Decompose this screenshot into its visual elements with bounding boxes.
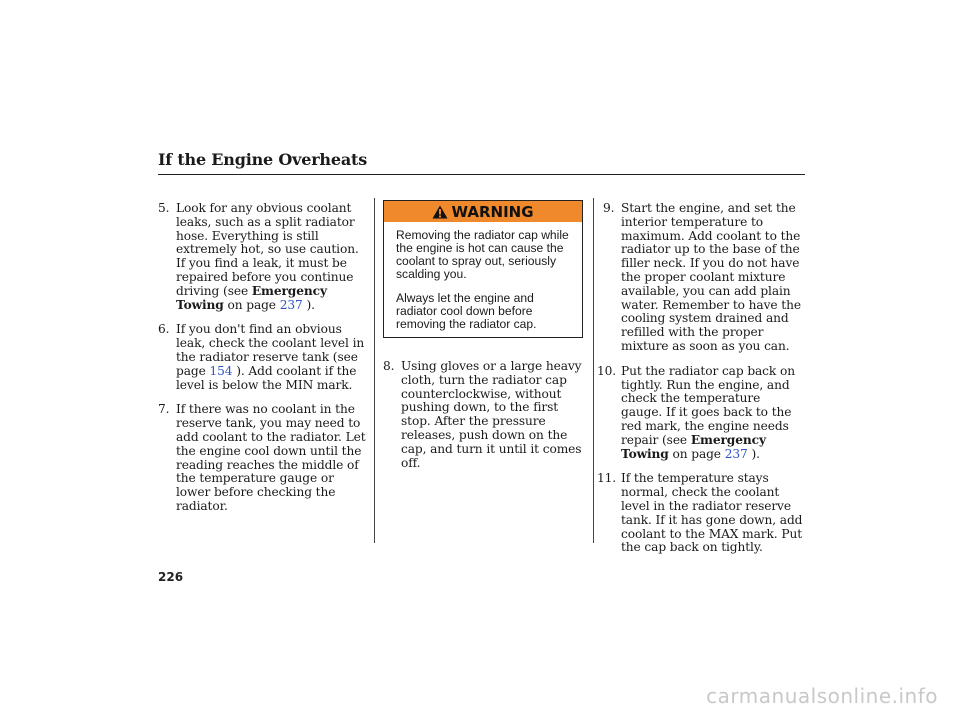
warning-header [384,201,582,222]
title-rule [158,174,805,175]
step-number: 8. [383,359,395,373]
column-divider-1 [374,198,375,543]
step-number: 10. [597,363,617,378]
column-right [597,201,805,566]
warning-paragraph-1: Removing the radiator cap while the engine is hot can cause the coolant to spray out, seriously scalding you. [396,228,569,281]
emergency-towing-ref[interactable]: Emergency Towing [621,432,766,461]
page-title: If the Engine Overheats [158,150,368,169]
step-5 [158,202,370,312]
step-text: Start the engine, and set the interior temperature to maximum. Add coolant to the radiator up to the base of the filler neck. If you do not have the proper coolant mixture available, you can add plain water. Remember to have the cooling system drained and refilled with the proper mixture as soon as you can. [621,201,801,353]
step-text: If you don't find an obvious leak, check the coolant level in the radiator reserve tank (see page [176,322,365,378]
emergency-towing-ref[interactable]: Emergency Towing [176,283,327,312]
step-8 [383,360,588,470]
step-number: 5. [158,201,170,215]
watermark: carmanualsonline.info [706,684,938,708]
step-number: 6. [158,322,170,337]
warning-body [384,222,582,331]
step-text: Put the radiator cap back on tightly. Run the engine, and check the temperature gauge. If it goes back to the red mark, the engine needs repair (see [621,363,795,447]
column-left [158,202,370,525]
step-text: Using gloves or a large heavy cloth, turn the radiator cap counterclockwise, without pushing down, to the first stop. After the pressure releases, push down on the cap, and turn it until it comes off. [401,359,582,470]
page-link-154[interactable]: 154 [209,363,233,378]
column-middle [383,360,588,481]
page-link-237[interactable]: 237 [279,297,303,312]
step-number: 11. [597,471,617,486]
warning-box [383,200,583,338]
step-text: Look for any obvious coolant leaks, such as a split radiator hose. Everything is still extremely hot, so use caution. If you find a leak, it must be repaired before you continue driving (see [176,201,359,298]
warning-triangle-icon [432,205,448,219]
step-text-tail: ). [302,297,315,312]
warning-paragraph-2: Always let the engine and radiator cool down before removing the radiator cap. [396,291,537,331]
step-text: If the temperature stays normal, check the coolant level in the radiator reserve tank. If it has gone down, add coolant to the MAX mark. Put the cap back on tightly. [621,471,803,555]
step-text-mid: on page [223,297,280,312]
step-text-tail: ). Add coolant if the level is below the MIN mark. [176,363,357,392]
column-divider-2 [593,198,594,543]
step-number: 9. [603,201,615,215]
step-text-mid: on page [668,446,725,461]
page-link-237[interactable]: 237 [724,446,748,461]
step-7 [158,403,370,513]
step-11 [597,471,805,555]
page-number: 226 [158,570,184,584]
step-9 [603,202,805,354]
step-10 [597,363,805,462]
step-text-tail: ). [747,446,760,461]
step-6 [158,323,370,392]
warning-heading: WARNING [451,202,534,221]
step-number: 7. [158,402,170,417]
step-text: If there was no coolant in the reserve tank, you may need to add coolant to the radiator. Let the engine cool down until the reading reaches the middle of the temperature gauge or lower before checking the radiator. [176,402,366,513]
